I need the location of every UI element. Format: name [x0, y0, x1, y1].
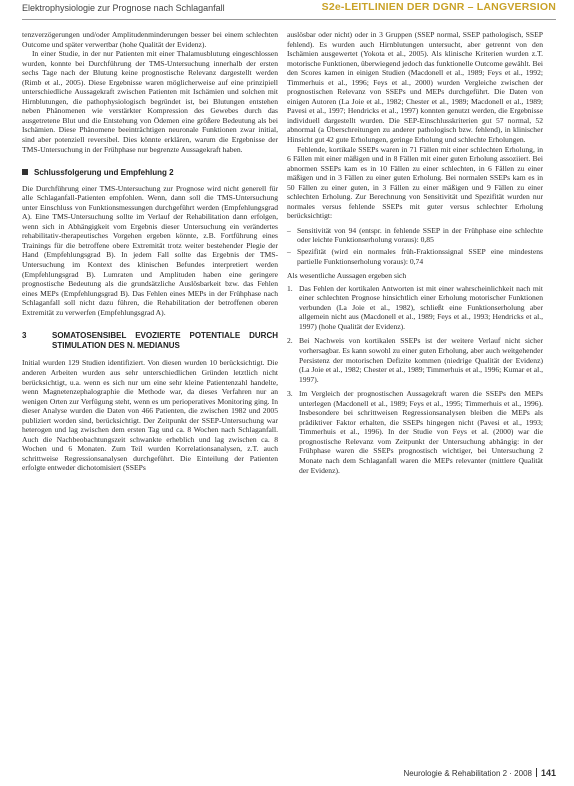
- page-number: 141: [540, 768, 556, 778]
- section-heading: [22, 331, 278, 350]
- recommendation-heading-text: Schlussfolgerung und Empfehlung 2: [34, 168, 174, 178]
- left-column: [22, 30, 278, 473]
- numbered-list: [287, 284, 543, 475]
- paragraph: Als wesentliche Aussagen ergeben sich: [287, 271, 407, 281]
- paragraph: In einer Studie, in der nur Patienten mit einer Thalamusblutung eingeschlossen wurden, konnte bei Durchführung der TMS-Untersuchung innerhalb der ersten sechs Tage nach der Blutung keine prognostische Relevanz dargestellt werden (Rimb et al., 2005). Diese Ergebnisse waren möglicherweise auf eine prinzipiell unterschiedliche Aussagekraft zwischen Patienten mit Ischämien und solchen mit Hirnblutungen, die pathophysiologisch begründet ist, bei Blutungen entstehen neben Phänomenen wie verstärkter Kompression des Gewebes durch das ausgetretene Blut und die Entstehung von Ödemen eine größere Bedeutung als bei Ischämien. Diese Phänomene beeinträchtigen neuronale Funktionen zwar initial, sind aber potenziell reversibel. Dies könnte erklären, warum die Ergebnisse der TMS-Untersuchung in der Frühphase nur begrenzte Aussagekraft haben.: [22, 49, 278, 154]
- header-rule: [22, 19, 556, 20]
- list-item: 1. Das Fehlen der kortikalen Antworten ist mit einer wahrscheinlichkeit nach mit einer schlechten Prognose hinsichtlich einer Erholung motorischer Funktionen verbunden (La Joie et al., 1982), schließt eine Funktionserholung aber allgemein nicht aus (Macdonell et al., 1989; Feys et al., 1993; Hendricks et al., 1997) (hohe Qualität der Evidenz).: [287, 283, 543, 331]
- list-item: 3. Im Vergleich der prognostischen Aussagekraft waren die SSEPs den MEPs unterlegen (Macdonell et al., 1989; Feys et al., 1995; Timmerhuis et al., 1996). Insbesondere bei schrittweisen Regressionsanalysen bleiben die MEPs als prädiktiver Faktor erhalten, die SSEPs hingegen nicht (Pavesi et al., 1993; Timmerhuis et al., 1996). In der Studie von Feys et al. (2000) war die prognostische Relevanz vom Zeitpunkt der Untersuchung abhängig: in der Frühphase waren die SSEPs prognostisch wichtiger, bei Untersuchung 2 Monate nach dem Schlaganfall waren die MEPs relevanter (mittlere Qualität der Evidenz).: [287, 389, 543, 475]
- paragraph: Fehlende, kortikale SSEPs waren in 71 Fällen mit einer schlechten Erholung, in 6 Fällen mit einer mäßigen und in 8 Fällen mit einer guten Erholung assoziiert. Bei abnormen SSEPs kam es in 10 Fällen zu einer schlechten, in 6 Fällen zu einer mäßigen und in 3 Fällen zu einer guten Erholung. Bei normalen SSEPs kam es in 50 Fällen zu einer guten, in 3 Fällen zu einer mäßigen und 9 Fällen zu einer schlechten Erholung. Zur Berechnung von Sensitivität und Spezifität wurden nur normales versus fehlende SSEPs mit guter versus schlechter Erholung berücksichtigt:: [287, 144, 543, 221]
- journal-citation: Neurologie & Rehabilitation 2 · 2008: [403, 769, 532, 778]
- recommendation-paragraph: Die Durchführung einer TMS-Untersuchung zur Prognose wird nicht generell für alle Schlaganfall-Patienten empfohlen. Wenn, dann soll die TMS-Untersuchung unter Einschluss von Funktionsmessungen durchgeführt werden (Empfehlungsgrad A). Eine TMS-Untersuchung sollte im Verlauf der Rehabilitation dann erfolgen, wenn sich in Abhängigkeit vom Ergebnis dieser Untersuchung ein verändertes rehabilitativ-therapeutisches Vorgehen ergeben könnte, z.B. Fortführung eines Trainings für die betroffene obere Extremität trotz weiter bestehender Plegie der Hand (Empfehlungsgrad B). In jedem Fall sollte das Ergebnis der TMS-Untersuchung im Kontext des klinischen Befundes interpretiert werden (Empfehlungsgrad B). Lumraten und Amplituden haben eine geringere prognostische Bedeutung als die grundsätzliche Auslösbarkeit bzw. das Fehlen eines MEPs (Empfehlungsgrad B). Das Fehlen eines MEPs in der Frühphase nach Schlaganfall soll nicht dazu führen, die Rehabilitation der betroffenen oberen Extremität zu verwerfen (Empfehlungsgrad A).: [22, 183, 278, 317]
- footer-divider: [536, 768, 537, 777]
- right-column: [287, 30, 543, 480]
- square-bullet-icon: [22, 169, 28, 175]
- list-item: – Spezifität (wird ein normales früh-Fraktionssignal SSEP eine mindestens partielle Funktionserholung voraus): 0,74: [287, 247, 543, 266]
- paragraph: tenzverzögerungen und/oder Amplitudenminderungen besser bei einem schlechten Outcome und später verwertbar (hohe Qualität der Evidenz).: [22, 30, 278, 49]
- section-number: 3: [22, 331, 27, 341]
- running-header: [0, 0, 574, 20]
- section-title: SOMATOSENSIBEL EVOZIERTE POTENTIALE DURCH STIMULATION DES N. MEDIANUS: [52, 331, 278, 350]
- page-footer: [403, 768, 556, 778]
- recommendation-heading: [22, 168, 278, 178]
- running-title: Elektrophysiologie zur Prognose nach Schlaganfall: [22, 3, 225, 13]
- dash-list: [287, 226, 543, 266]
- list-item: – Sensitivität von 94 (entspr. in fehlende SSEP in der Frühphase eine schlechte oder leichte Funktionserholung voraus): 0,85: [287, 226, 543, 245]
- section-banner: S2e-LEITLINIEN DER DGNR – LANGVERSION: [321, 1, 556, 13]
- paragraph: auslösbar oder nicht) oder in 3 Gruppen (SSEP normal, SSEP pathologisch, SSEP fehlend). Es wurden auch Hirnblutungen untersucht, aber getrennt von den Ischämien ausgewertet (Yokota et al., 2005). Als klinische Kriterien wurden z.T. motorische Funktionen, überwiegend jedoch das funktionelle Outcome gewählt. Bei den Scores kamen in einigen Studien (Macdonell et al., 1989; Feys et al., 1992; Timmerhuis et al., 1996; Feys et al., 2000) wurden Vergleiche zwischen der prognostischen Relevanz von SSEPs und MEPs durchgeführt. Die Daten von einigen Autoren (La Joie et al., 1982; Chester et al., 1989; Macdonell et al., 1989; Pavesi et al., 1997; Hendricks et al., 1997) konnten genutzt werden, die Ergebnisse individuell dargestellt wurden. Die SEP-Einschlusskriterien gut 57 normal, 52 abnormal (a Überschreitungen zu anderer pathologisch bzw. fehlend), in klinischer Hinsicht gut 42 gute Erholungen, geringe Erholung und schlechte Erholungen.: [287, 30, 544, 145]
- paragraph: Initial wurden 129 Studien identifiziert. Von diesen wurden 10 berücksichtigt. Die anderen Arbeiten wurden aus sehr unterschiedlichen Gründen letztlich nicht berücksichtigt, u.a. wenn es sich nur um eine sehr kleine Patientenzahl handelte, wenn Magnetenzephalographie die Methode war, da dieses Verfahren nur an wenigen Orten zur Verfügung steht, wenn es um perioperatives Monitoring ging. In dieser Analyse wurden die Daten von 466 Patienten, die zwischen 1982 und 2005 publiziert worden sind, berücksichtigt. Der Zeitpunkt der SSEP-Untersuchung war heterogen und lag zwischen dem ersten Tag und ca. 8 Wochen nach Schlaganfall. Auch die Nachbeobachtungszeit schwankte erheblich und lag zwischen ca. 8 Wochen und 6 Monaten. Zum Teil wurden Korrelationsanalysen, z.T. auch schrittweise Regressionsanalysen durchgeführt. Die Einteilung der Patienten erfolgte entweder dichotomisiert (SSEPs: [22, 358, 278, 473]
- list-item: 2. Bei Nachweis von kortikalen SSEPs ist der weitere Verlauf nicht sicher vorhersagbar. Es kann sowohl zu einer guten Erholung, aber auch weitgehender Persistenz der motorischen Defizite kommen (niedrige Qualität der Evidenz) (La Joie et al., 1982; Chester et al., 1989; Timmerhuis et al., 1996; Kumar et al., 1997).: [287, 336, 543, 384]
